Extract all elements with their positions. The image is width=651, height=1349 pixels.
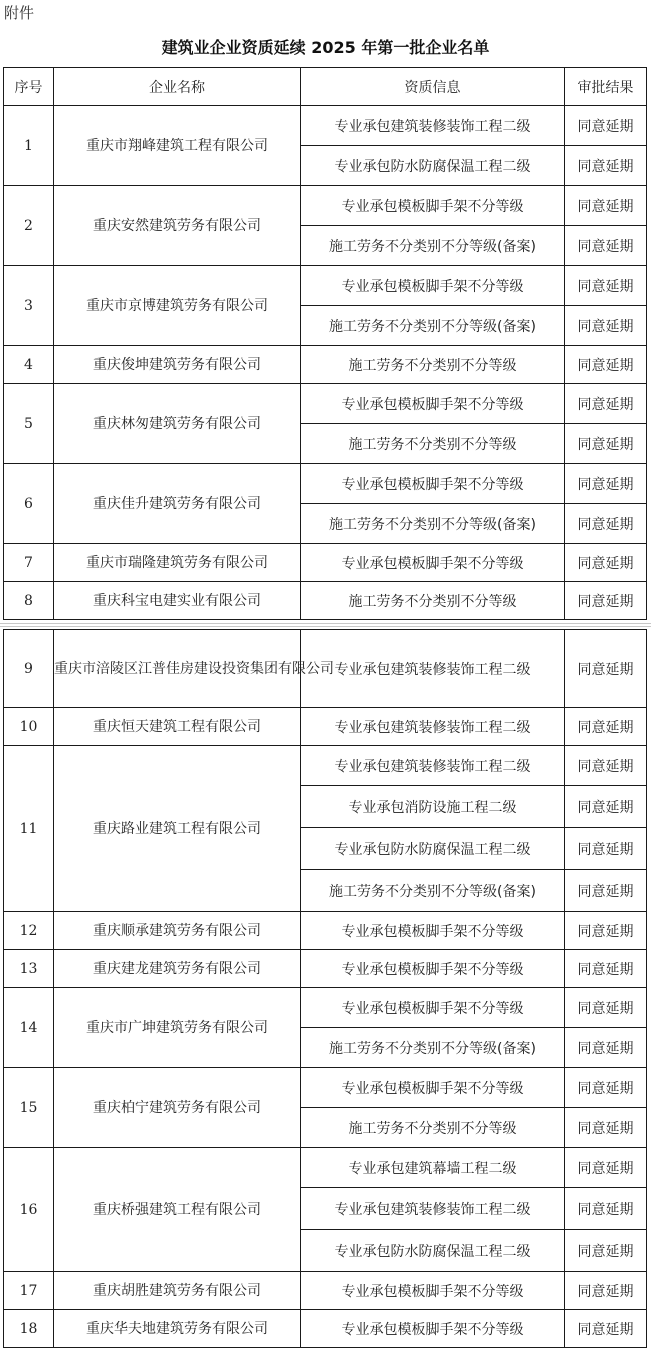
table-row (4, 384, 647, 424)
table-row (4, 544, 647, 582)
table-row (4, 988, 647, 1028)
approval-result: 同意延期 (565, 346, 647, 384)
approval-result: 同意延期 (565, 1230, 647, 1272)
enterprise-number: 10 (4, 708, 54, 746)
enterprise-number: 14 (4, 988, 54, 1068)
enterprise-name: 重庆林匆建筑劳务有限公司 (54, 384, 301, 464)
enterprise-number: 11 (4, 746, 54, 912)
approval-result: 同意延期 (565, 746, 647, 786)
approval-result: 同意延期 (565, 1148, 647, 1188)
qualification-info: 专业承包建筑装修装饰工程二级 (301, 746, 565, 786)
header-result: 审批结果 (565, 68, 647, 106)
table-row (4, 1272, 647, 1310)
qualification-info: 专业承包模板脚手架不分等级 (301, 1310, 565, 1348)
enterprise-name: 重庆顺承建筑劳务有限公司 (54, 912, 301, 950)
enterprise-name: 重庆胡胜建筑劳务有限公司 (54, 1272, 301, 1310)
header-company: 企业名称 (54, 68, 301, 106)
enterprise-name: 重庆科宝电建实业有限公司 (54, 582, 301, 620)
approval-result: 同意延期 (565, 1272, 647, 1310)
approval-result: 同意延期 (565, 950, 647, 988)
qualification-info: 专业承包模板脚手架不分等级 (301, 1068, 565, 1108)
approval-result: 同意延期 (565, 226, 647, 266)
table-row (4, 708, 647, 746)
approval-result: 同意延期 (565, 544, 647, 582)
approval-result: 同意延期 (565, 146, 647, 186)
table-row (4, 950, 647, 988)
enterprise-number: 15 (4, 1068, 54, 1148)
qualification-info: 施工劳务不分类别不分等级 (301, 582, 565, 620)
enterprise-number: 13 (4, 950, 54, 988)
enterprise-name: 重庆华夫地建筑劳务有限公司 (54, 1310, 301, 1348)
enterprise-number: 16 (4, 1148, 54, 1272)
qualification-info: 施工劳务不分类别不分等级(备案) (301, 870, 565, 912)
approval-result: 同意延期 (565, 504, 647, 544)
enterprise-name: 重庆路业建筑工程有限公司 (54, 746, 301, 912)
qualification-info: 专业承包模板脚手架不分等级 (301, 186, 565, 226)
enterprise-name: 重庆市翔峰建筑工程有限公司 (54, 106, 301, 186)
attachment-label: 附件 (4, 4, 35, 22)
qualification-info: 专业承包模板脚手架不分等级 (301, 544, 565, 582)
qualification-info: 施工劳务不分类别不分等级 (301, 346, 565, 384)
qualification-info: 专业承包防水防腐保温工程二级 (301, 1230, 565, 1272)
approval-result: 同意延期 (565, 384, 647, 424)
approval-result: 同意延期 (565, 1068, 647, 1108)
table-row (4, 1148, 647, 1188)
approval-result: 同意延期 (565, 1028, 647, 1068)
qualification-info: 施工劳务不分类别不分等级(备案) (301, 226, 565, 266)
enterprise-number: 6 (4, 464, 54, 544)
table-row (4, 186, 647, 226)
enterprise-number: 4 (4, 346, 54, 384)
qualification-info: 施工劳务不分类别不分等级(备案) (301, 1028, 565, 1068)
enterprise-name: 重庆市广坤建筑劳务有限公司 (54, 988, 301, 1068)
approval-result: 同意延期 (565, 424, 647, 464)
enterprise-name: 重庆市京博建筑劳务有限公司 (54, 266, 301, 346)
approval-result: 同意延期 (565, 708, 647, 746)
header-no: 序号 (4, 68, 54, 106)
qualification-info: 施工劳务不分类别不分等级(备案) (301, 306, 565, 346)
approval-result: 同意延期 (565, 306, 647, 346)
approval-result: 同意延期 (565, 464, 647, 504)
qualification-info: 专业承包模板脚手架不分等级 (301, 1272, 565, 1310)
enterprise-number: 5 (4, 384, 54, 464)
enterprise-number: 17 (4, 1272, 54, 1310)
qualification-info: 专业承包建筑装修装饰工程二级 (301, 708, 565, 746)
enterprise-name: 重庆市瑞隆建筑劳务有限公司 (54, 544, 301, 582)
approval-result: 同意延期 (565, 106, 647, 146)
enterprise-name: 重庆安然建筑劳务有限公司 (54, 186, 301, 266)
enterprise-name: 重庆佳升建筑劳务有限公司 (54, 464, 301, 544)
enterprise-number: 2 (4, 186, 54, 266)
enterprise-name: 重庆建龙建筑劳务有限公司 (54, 950, 301, 988)
qualification-info: 专业承包模板脚手架不分等级 (301, 988, 565, 1028)
enterprise-name: 重庆柏宁建筑劳务有限公司 (54, 1068, 301, 1148)
qualification-info: 施工劳务不分类别不分等级 (301, 1108, 565, 1148)
enterprise-number: 1 (4, 106, 54, 186)
approval-result: 同意延期 (565, 266, 647, 306)
qualification-info: 专业承包模板脚手架不分等级 (301, 266, 565, 306)
approval-result: 同意延期 (565, 1108, 647, 1148)
table-row (4, 746, 647, 786)
approval-result: 同意延期 (565, 630, 647, 708)
enterprise-number: 18 (4, 1310, 54, 1348)
approval-result: 同意延期 (565, 582, 647, 620)
qualification-info: 施工劳务不分类别不分等级(备案) (301, 504, 565, 544)
approval-result: 同意延期 (565, 828, 647, 870)
approval-result: 同意延期 (565, 1310, 647, 1348)
table-row (4, 1068, 647, 1108)
approval-result: 同意延期 (565, 912, 647, 950)
enterprise-name: 重庆俊坤建筑劳务有限公司 (54, 346, 301, 384)
document-title: 建筑业企业资质延续 2025 年第一批企业名单 (161, 38, 490, 57)
table-row (4, 346, 647, 384)
table-header-row (4, 68, 647, 106)
enterprise-name: 重庆市涪陵区江普佳房建设投资集团有限公司 (54, 630, 301, 708)
qualification-info: 专业承包建筑装修装饰工程二级 (301, 106, 565, 146)
qualification-info: 专业承包模板脚手架不分等级 (301, 384, 565, 424)
enterprise-table-part-2 (3, 629, 647, 1348)
qualification-info: 专业承包建筑装修装饰工程二级 (301, 630, 565, 708)
qualification-info: 专业承包防水防腐保温工程二级 (301, 146, 565, 186)
qualification-info: 施工劳务不分类别不分等级 (301, 424, 565, 464)
table-row (4, 1310, 647, 1348)
table-row (4, 582, 647, 620)
qualification-info: 专业承包消防设施工程二级 (301, 786, 565, 828)
qualification-info: 专业承包建筑幕墙工程二级 (301, 1148, 565, 1188)
qualification-info: 专业承包防水防腐保温工程二级 (301, 828, 565, 870)
table-row (4, 464, 647, 504)
enterprise-name: 重庆恒天建筑工程有限公司 (54, 708, 301, 746)
enterprise-number: 3 (4, 266, 54, 346)
enterprise-number: 7 (4, 544, 54, 582)
approval-result: 同意延期 (565, 988, 647, 1028)
table-row (4, 912, 647, 950)
table-row (4, 106, 647, 146)
enterprise-number: 9 (4, 630, 54, 708)
approval-result: 同意延期 (565, 786, 647, 828)
qualification-info: 专业承包模板脚手架不分等级 (301, 912, 565, 950)
qualification-info: 专业承包建筑装修装饰工程二级 (301, 1188, 565, 1230)
approval-result: 同意延期 (565, 1188, 647, 1230)
qualification-info: 专业承包模板脚手架不分等级 (301, 950, 565, 988)
approval-result: 同意延期 (565, 870, 647, 912)
approval-result: 同意延期 (565, 186, 647, 226)
qualification-info: 专业承包模板脚手架不分等级 (301, 464, 565, 504)
table-row (4, 630, 647, 708)
enterprise-table-part-1 (3, 67, 647, 620)
enterprise-name: 重庆桥强建筑工程有限公司 (54, 1148, 301, 1272)
header-qualification: 资质信息 (301, 68, 565, 106)
enterprise-number: 12 (4, 912, 54, 950)
enterprise-number: 8 (4, 582, 54, 620)
table-row (4, 266, 647, 306)
